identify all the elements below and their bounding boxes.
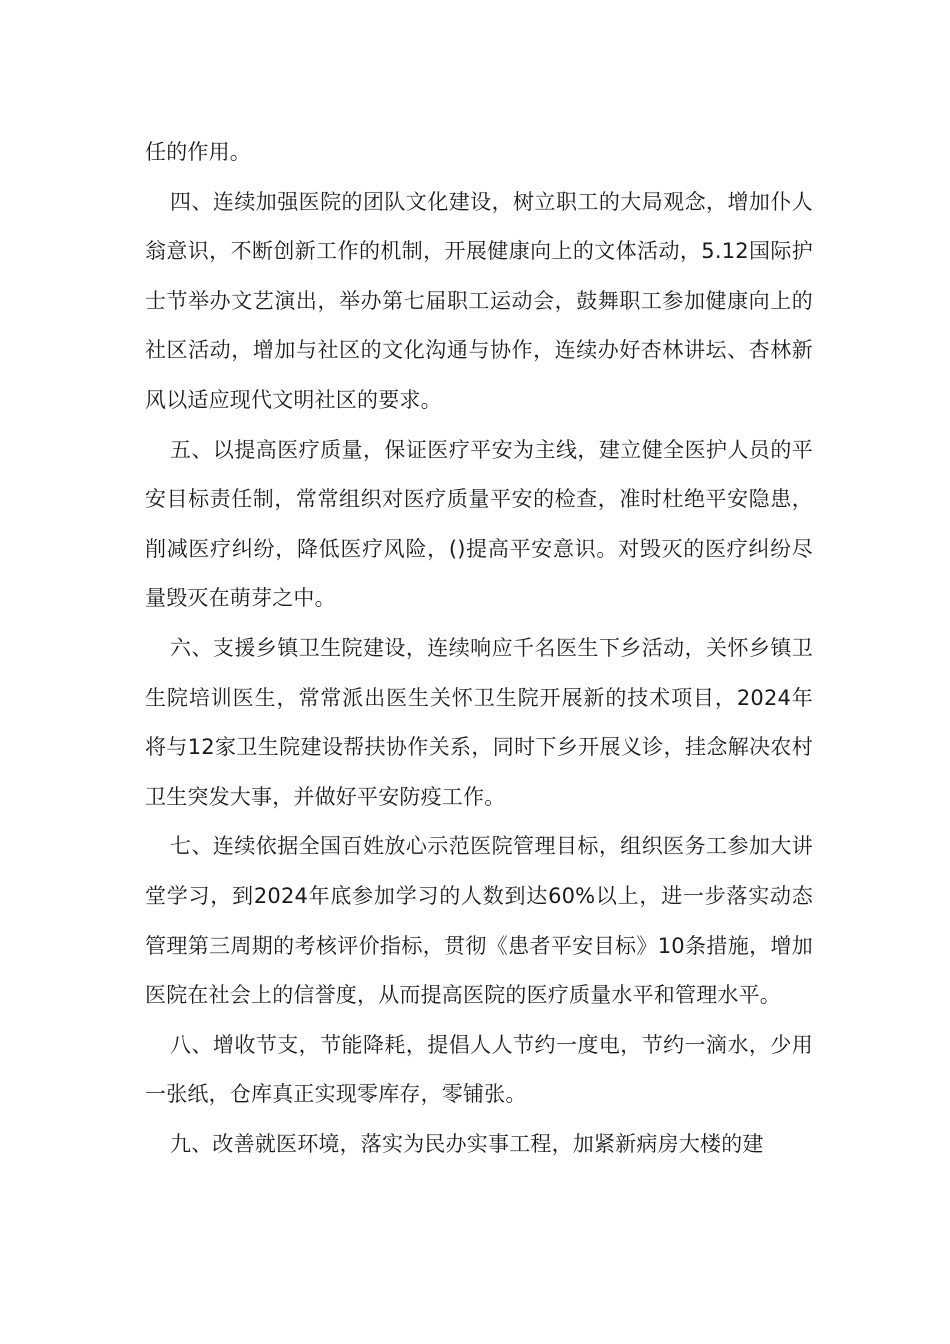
paragraph-item-5: 五、以提高医疗质量，保证医疗平安为主线，建立健全医护人员的平安目标责任制，常常组织对医疗质量平安的检查，准时杜绝平安隐患，削减医疗纠纷，降低医疗风险，()提高平安意识。对毁灭的医疗纠纷尽量毁灭在萌芽之中。 (145, 437, 813, 611)
paragraph-item-8: 八、增收节支，节能降耗，提倡人人节约一度电，节约一滴水，少用一张纸，仓库真正实现零库存，零铺张。 (145, 1032, 813, 1107)
paragraph-item-9: 九、改善就医环境，落实为民办实事工程，加紧新病房大楼的建 (170, 1131, 764, 1156)
paragraph-continuation: 任的作用。 (145, 140, 251, 164)
paragraph-item-7: 七、连续依据全国百姓放心示范医院管理目标，组织医务工参加大讲堂学习，到2024年底参加学习的人数到达60%以上，进一步落实动态管理第三周期的考核评价指标，贯彻《患者平安目标》10条措施，增加医院在社会上的信誉度，从而提高医院的医疗质量水平和管理水平。 (145, 834, 813, 1008)
paragraph-item-4: 四、连续加强医院的团队文化建设，树立职工的大局观念，增加仆人翁意识，不断创新工作的机制，开展健康向上的文体活动，5.12国际护士节举办文艺演出，举办第七届职工运动会，鼓舞职工参加健康向上的社区活动，增加与社区的文化沟通与协作，连续办好杏林讲坛、杏林新风以适应现代文明社区的要求。 (145, 189, 813, 412)
paragraph-item-6: 六、支援乡镇卫生院建设，连续响应千名医生下乡活动，关怀乡镇卫生院培训医生，常常派出医生关怀卫生院开展新的技术项目，2024年将与12家卫生院建设帮扶协作关系，同时下乡开展义诊，挂念解决农村卫生突发大事，并做好平安防疫工作。 (145, 635, 813, 809)
document-page (145, 128, 813, 1169)
